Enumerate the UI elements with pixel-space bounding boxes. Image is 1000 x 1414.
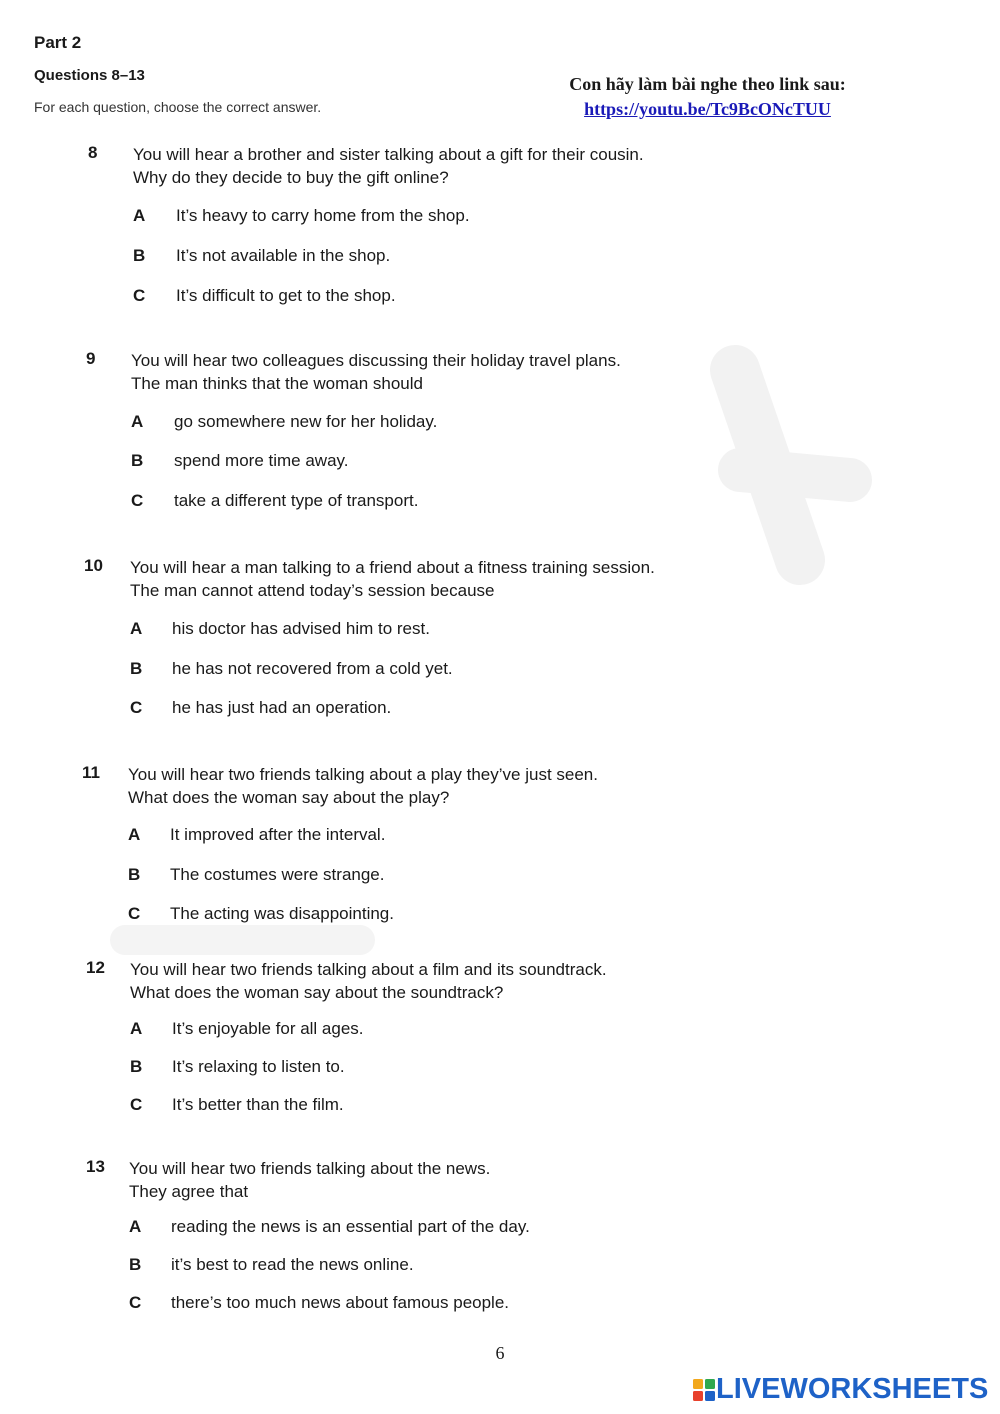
option-text: It’s relaxing to listen to.	[172, 1057, 345, 1076]
question-number: 11	[82, 763, 100, 782]
listening-note	[545, 72, 870, 122]
question-stem-line: What does the woman say about the play?	[128, 788, 450, 807]
question-stem-line: The man cannot attend today’s session because	[130, 581, 495, 600]
question-stem	[129, 1157, 490, 1203]
option-letter: C	[131, 491, 144, 510]
option-text: It’s enjoyable for all ages.	[172, 1019, 364, 1038]
question-stem-line: What does the woman say about the soundtrack?	[130, 983, 504, 1002]
option-letter: B	[130, 1057, 143, 1076]
page-number: 6	[495, 1343, 505, 1363]
option-letter: C	[130, 1095, 143, 1114]
option-text: he has just had an operation.	[172, 698, 392, 717]
question-stem	[128, 763, 598, 809]
option-text: reading the news is an essential part of the day.	[171, 1217, 530, 1236]
option-letter: A	[131, 412, 144, 431]
question-stem	[130, 958, 607, 1004]
instruction-text: For each question, choose the correct answer.	[34, 99, 322, 115]
option-text: The costumes were strange.	[170, 865, 385, 884]
question-number: 9	[86, 349, 96, 368]
option-letter: C	[128, 904, 141, 923]
question-stem	[130, 556, 655, 602]
option-letter: B	[130, 659, 143, 678]
option-text: It’s not available in the shop.	[176, 246, 391, 265]
question-stem	[133, 143, 644, 189]
question-number: 12	[86, 958, 105, 977]
questions-range: Questions 8–13	[34, 67, 145, 84]
question-stem-line: You will hear two friends talking about a film and its soundtrack.	[130, 960, 607, 979]
option-letter: A	[130, 1019, 143, 1038]
question-number: 10	[84, 556, 103, 575]
option-text: It’s difficult to get to the shop.	[176, 286, 396, 305]
question-stem-line: You will hear two friends talking about a play they’ve just seen.	[128, 765, 598, 784]
option-letter: A	[128, 825, 141, 844]
option-letter: B	[129, 1255, 142, 1274]
question-stem	[131, 349, 621, 395]
question-stem-line: You will hear a brother and sister talking about a gift for their cousin.	[133, 145, 644, 164]
brand-name: LIVEWORKSHEETS	[716, 1373, 989, 1405]
option-text: spend more time away.	[174, 451, 349, 470]
part-title: Part 2	[34, 33, 82, 52]
option-letter: C	[130, 698, 143, 717]
question-stem-line: You will hear a man talking to a friend about a fitness training session.	[130, 558, 655, 577]
listening-link[interactable]: https://youtu.be/Tc9BcONcTUU	[584, 99, 831, 119]
question-stem-line: You will hear two colleagues discussing their holiday travel plans.	[131, 351, 621, 370]
option-letter: A	[133, 206, 146, 225]
option-text: go somewhere new for her holiday.	[174, 412, 438, 431]
option-letter: B	[133, 246, 146, 265]
question-number: 8	[88, 143, 98, 162]
option-text: there’s too much news about famous people.	[171, 1293, 510, 1312]
option-letter: A	[129, 1217, 142, 1236]
option-text: The acting was disappointing.	[170, 904, 394, 923]
option-letter: B	[131, 451, 144, 470]
option-letter: C	[133, 286, 146, 305]
question-stem-line: Why do they decide to buy the gift online?	[133, 168, 449, 187]
option-letter: A	[130, 619, 143, 638]
question-stem-line: They agree that	[129, 1182, 249, 1201]
question-number: 13	[86, 1157, 105, 1176]
option-letter: B	[128, 865, 141, 884]
liveworksheets-logo-icon	[692, 1378, 716, 1402]
question-stem-line: The man thinks that the woman should	[131, 374, 423, 393]
option-text: It’s heavy to carry home from the shop.	[176, 206, 470, 225]
option-text: his doctor has advised him to rest.	[172, 619, 430, 638]
option-text: he has not recovered from a cold yet.	[172, 659, 453, 678]
option-letter: C	[129, 1293, 142, 1312]
question-stem-line: You will hear two friends talking about the news.	[129, 1159, 491, 1178]
option-text: take a different type of transport.	[174, 491, 419, 510]
option-text: it’s best to read the news online.	[171, 1255, 414, 1274]
option-text: It’s better than the film.	[172, 1095, 344, 1114]
listening-note-text: Con hãy làm bài nghe theo link sau:	[569, 74, 846, 94]
option-text: It improved after the interval.	[170, 825, 386, 844]
